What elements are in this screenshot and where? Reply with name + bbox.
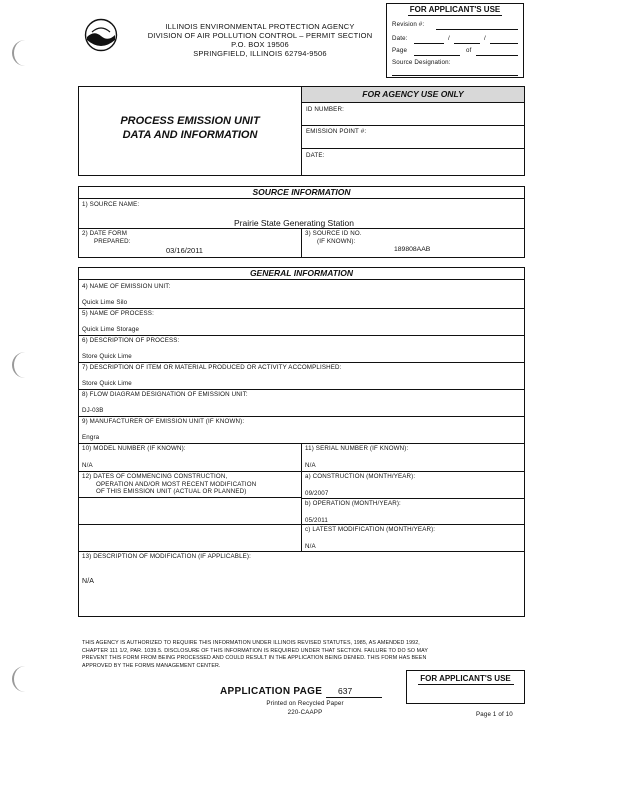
source-designation-label: Source Designation:: [392, 59, 451, 66]
agency-date-label: DATE:: [306, 152, 325, 159]
form-title: [80, 114, 300, 142]
q9-label: 9) MANUFACTURER OF EMISSION UNIT (IF KNOWN):: [82, 418, 245, 425]
agency-header: [120, 22, 400, 58]
q12a-label: a) CONSTRUCTION (MONTH/YEAR):: [305, 473, 416, 480]
q12-label-line-3: OF THIS EMISSION UNIT (ACTUAL OR PLANNED): [96, 488, 247, 495]
q12a-value[interactable]: 09/2007: [305, 490, 329, 497]
of-label: of: [466, 47, 472, 54]
form-title-line-2: DATA AND INFORMATION: [122, 129, 258, 141]
applicant-use-title: FOR APPLICANT'S USE: [409, 5, 501, 14]
q12-label: [82, 473, 256, 496]
agency-name: ILLINOIS ENVIRONMENTAL PROTECTION AGENCY: [165, 22, 355, 31]
id-number-label: ID NUMBER:: [306, 106, 344, 113]
footer-applicant-use-underline: [418, 684, 514, 685]
q11-label: 11) SERIAL NUMBER (IF KNOWN):: [305, 445, 409, 452]
source-designation-field[interactable]: [392, 75, 518, 76]
q12b-value[interactable]: 05/2011: [305, 517, 328, 524]
date-form-label: [82, 230, 131, 245]
q9-value[interactable]: Engra: [82, 434, 100, 441]
applicant-use-title-underline: [408, 15, 502, 16]
general-row-rule: [78, 389, 525, 390]
page-total-field[interactable]: [476, 55, 518, 56]
agency-po-box: P.O. BOX 19506: [231, 40, 289, 49]
q5-label: 5) NAME OF PROCESS:: [82, 310, 154, 317]
date-year-field[interactable]: [490, 43, 518, 44]
source-id-label: [305, 230, 362, 245]
q13-label: 13) DESCRIPTION OF MODIFICATION (IF APPLICABLE):: [82, 553, 252, 560]
q12c-value[interactable]: N/A: [305, 543, 316, 550]
page-field[interactable]: [414, 55, 460, 56]
q10-value[interactable]: N/A: [82, 462, 93, 469]
revision-field[interactable]: [436, 29, 518, 30]
q6-value[interactable]: Store Quick Lime: [82, 353, 132, 360]
q11-value[interactable]: N/A: [305, 462, 316, 469]
general-row-rule: [301, 498, 525, 499]
q4-label: 4) NAME OF EMISSION UNIT:: [82, 283, 171, 290]
source-name-label: 1) SOURCE NAME:: [82, 201, 140, 208]
source-name-value[interactable]: Prairie State Generating Station: [234, 218, 355, 228]
punch-hole-mark: [12, 352, 28, 378]
general-row-rule: [78, 362, 525, 363]
source-information-header: SOURCE INFORMATION: [79, 187, 524, 199]
q12b-label: b) OPERATION (MONTH/YEAR):: [305, 500, 401, 507]
date-form-value[interactable]: 03/16/2011: [166, 246, 203, 255]
notice-line-4: APPROVED BY THE FORMS MANAGEMENT CENTER.: [82, 662, 221, 669]
date-form-label-line-1: 2) DATE FORM: [82, 230, 127, 237]
authorization-notice: [82, 640, 522, 670]
source-id-label-line-2: (IF KNOWN):: [317, 237, 356, 245]
q6-label: 6) DESCRIPTION OF PROCESS:: [82, 337, 180, 344]
q5-value[interactable]: Quick Lime Storage: [82, 326, 140, 333]
page-of-indicator: Page 1 of 10: [476, 711, 513, 718]
footer-applicant-use-title: FOR APPLICANT'S USE: [420, 674, 511, 683]
punch-hole-mark: [12, 666, 28, 692]
date-form-label-line-2: PREPARED:: [94, 237, 131, 245]
agency-use-rule: [302, 125, 525, 126]
form-title-line-1: PROCESS EMISSION UNIT: [120, 115, 260, 127]
general-row-rule: [78, 497, 302, 498]
q12-label-line-1: 12) DATES OF COMMENCING CONSTRUCTION,: [82, 473, 228, 480]
general-row-rule: [78, 524, 525, 525]
agency-use-rule: [302, 148, 525, 149]
general-row-rule: [78, 335, 525, 336]
general-row-rule: [78, 308, 525, 309]
q8-value[interactable]: DJ-03B: [82, 407, 104, 414]
date-separator: /: [484, 35, 486, 42]
application-page-label: APPLICATION PAGE: [220, 686, 323, 697]
q7-label: 7) DESCRIPTION OF ITEM OR MATERIAL PRODUCED OR ACTIVITY ACCOMPLISHED:: [82, 364, 342, 371]
illinois-epa-logo: [84, 18, 118, 52]
q7-value[interactable]: Store Quick Lime: [82, 380, 132, 387]
punch-hole-mark: [12, 40, 28, 66]
q12c-label: c) LATEST MODIFICATION (MONTH/YEAR):: [305, 526, 436, 533]
q8-label: 8) FLOW DIAGRAM DESIGNATION OF EMISSION UNIT:: [82, 391, 248, 398]
source-row-divider: [301, 228, 302, 258]
q12-label-line-2: OPERATION AND/OR MOST RECENT MODIFICATION: [96, 480, 257, 488]
agency-use-header: FOR AGENCY USE ONLY: [302, 87, 524, 103]
agency-city: SPRINGFIELD, ILLINOIS 62794-9506: [193, 49, 327, 58]
notice-line-3: PREVENT THIS FORM FROM BEING PROCESSED AND COULD RESULT IN THE APPLICATION BEING DENIED. THIS FORM HAS BEEN: [82, 655, 427, 662]
date-day-field[interactable]: [454, 43, 480, 44]
general-row-rule: [78, 551, 525, 552]
q13-value[interactable]: N/A: [82, 578, 95, 585]
agency-division: DIVISION OF AIR POLLUTION CONTROL – PERMIT SECTION: [147, 31, 373, 40]
application-page-number[interactable]: 637: [338, 686, 353, 696]
source-id-label-line-1: 3) SOURCE ID NO.: [305, 230, 362, 237]
source-id-value[interactable]: 189808AAB: [394, 246, 431, 253]
q4-value[interactable]: Quick Lime Silo: [82, 299, 128, 306]
date-separator: /: [448, 35, 450, 42]
form-number: 220-CAAPP: [287, 709, 323, 716]
recycled-paper-note: Printed on Recycled Paper: [266, 700, 344, 707]
date-label: Date:: [392, 35, 408, 42]
general-information-header: GENERAL INFORMATION: [79, 268, 524, 280]
page-label: Page: [392, 47, 408, 54]
notice-line-2: CHAPTER 111 1/2, PAR. 1039.5. DISCLOSURE OF THIS INFORMATION IS REQUIRED UNDER THAT SECTION. FAILURE TO DO SO MAY: [82, 647, 429, 654]
general-row-rule: [78, 471, 525, 472]
application-page-underline: [326, 697, 382, 698]
general-row-rule: [78, 416, 525, 417]
date-month-field[interactable]: [414, 43, 444, 44]
general-information-section: [78, 267, 525, 617]
q10-label: 10) MODEL NUMBER (IF KNOWN):: [82, 445, 186, 452]
notice-line-1: THIS AGENCY IS AUTHORIZED TO REQUIRE THIS INFORMATION UNDER ILLINOIS REVISED STATUTES, 1985, AS AMENDED 1992,: [82, 640, 420, 646]
revision-label: Revision #:: [392, 21, 425, 28]
emission-point-label: EMISSION POINT #:: [306, 128, 367, 135]
